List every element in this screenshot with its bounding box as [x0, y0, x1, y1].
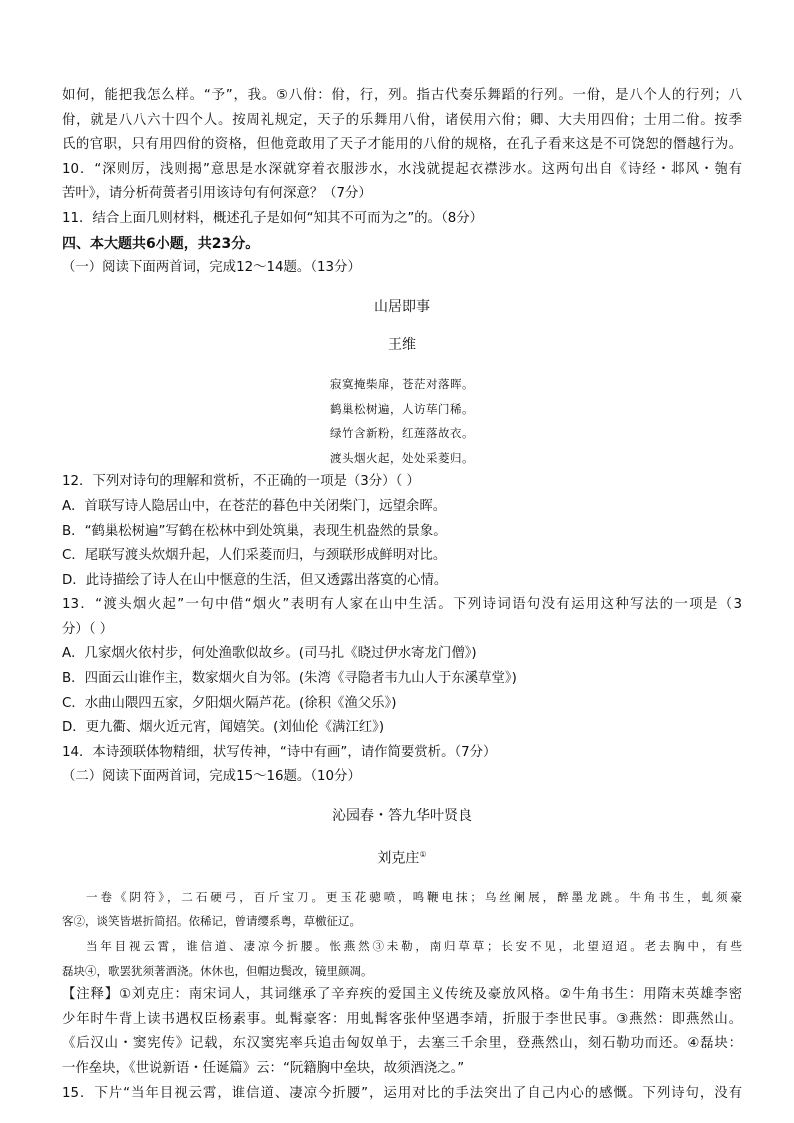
section-heading: 四、本大题共6小题，共23分。 — [62, 235, 260, 252]
poem-2-line: 当年目视云霄，谁信道、凄凉今折腰。怅燕然③未勒，南归草草；长安不见，北望迢迢。老去胸中，有些 — [86, 939, 742, 954]
notes-line: 《后汉山・窦宪传》记载，东汉窦宪率兵追击匈奴单于，去塞三千余里，登燕然山，刻石勒功而还。④磊块： — [62, 1036, 742, 1052]
poem-2-author: 刘克庄 — [377, 850, 420, 867]
notes-line: 少年时牛背上读书遇权臣杨素事。虬髯豪客：用虬髯客张仲坚遇李靖，折服于李世民事。③燕然：即燕然山。 — [62, 1011, 742, 1027]
question-14: 14．本诗颈联体物精细，状写传神，“诗中有画”，请作简要赏析。（7分） — [62, 744, 497, 760]
poem-1-author: 王维 — [388, 337, 416, 354]
question-13-stem: 分）（ ） — [62, 621, 114, 637]
part-2-intro: （二）阅读下面两首词，完成15～16题。（10分） — [62, 769, 361, 785]
question-12-option-d: D．此诗描绘了诗人在山中惬意的生活，但又透露出落寞的心情。 — [62, 572, 448, 588]
question-12-option-a: A．首联写诗人隐居山中，在苍茫的暮色中关闭柴门，远望余晖。 — [62, 498, 447, 514]
poem-2-line: 磊块④，歌罢犹须著酒浇。休休也，但帽边鬓改，镜里颜凋。 — [62, 963, 373, 978]
poem-2-author-line — [62, 843, 742, 871]
notes-line: 一作垒块，《世说新语・任诞篇》云：“阮籍胸中垒块，故须酒浇之。” — [62, 1061, 465, 1077]
question-12-option-c: C．尾联写渡头炊烟升起，人们采菱而归，与颈联形成鲜明对比。 — [62, 548, 447, 564]
paragraph-line: 佾，就是八八六十四个人。按周礼规定，天子的乐舞用八佾，诸侯用六佾；卿、大夫用四佾；士用二佾。按季 — [62, 112, 742, 128]
question-10-line: 苦叶》，请分析荷蒉者引用该诗句有何深意？（7分） — [62, 186, 372, 202]
poem-1-line: 渡头烟火起，处处采菱归。 — [330, 450, 474, 465]
notes-line: 【注释】①刘克庄：南宋词人，其词继承了辛弃疾的爱国主义传统及豪放风格。②牛角书生：用隋末英雄李密 — [62, 987, 742, 1003]
footnote-marker: ① — [419, 849, 427, 859]
exam-page — [62, 84, 742, 1106]
question-13-option-d: D．更九衢、烟火近元宵，闻嬉笑。(刘仙伦《满江红》) — [62, 720, 385, 736]
paragraph-line: 氏的官职，只有用四佾的资格，但他竟敢用了天子才能用的八佾的规格，在孔子看来这是不可饶恕的僭越行为。 — [62, 137, 742, 153]
question-13-option-a: A．几家烟火依村步，何处渔歌似故乡。(司马扎《晓过伊水寄龙门僧》) — [62, 646, 477, 662]
poem-1-line: 鹤巢松树遍，人访荜门稀。 — [330, 401, 474, 416]
poem-2-line: 一卷《阴符》，二石硬弓，百斤宝刀。更玉花骢喷，鸣鞭电抹；乌丝阑展，醉墨龙跳。牛角书生，虬须豪 — [86, 889, 742, 904]
question-13-option-c: C．水曲山隈四五家，夕阳烟火隔芦花。(徐积《渔父乐》) — [62, 695, 397, 711]
question-12-stem: 12．下列对诗句的理解和赏析，不正确的一项是（3分）（ ） — [62, 474, 420, 490]
poem-1-title: 山居即事 — [374, 298, 430, 315]
question-11: 11．结合上面几则材料，概述孔子是如何“知其不可而为之”的。（8分） — [62, 210, 484, 226]
poem-2-title: 沁园春・答九华叶贤良 — [332, 808, 472, 825]
poem-1-line: 绿竹含新粉，红莲落故衣。 — [330, 426, 474, 441]
poem-1-line: 寂寞掩柴扉，苍茫对落晖。 — [330, 376, 474, 391]
question-10-line: 10．“深则厉，浅则揭”意思是水深就穿着衣服涉水，水浅就提起衣襟涉水。这两句出自《诗经・邶风・匏有 — [62, 161, 742, 177]
question-12-option-b: B．“鹤巢松树遍”写鹤在松林中到处筑巢，表现生机盎然的景象。 — [62, 523, 447, 539]
question-13-option-b: B．四面云山谁作主，数家烟火自为邻。(朱湾《寻隐者韦九山人于东溪草堂》) — [62, 671, 517, 687]
question-15: 15．下片“当年目视云霄，谁信道、凄凉今折腰”，运用对比的手法突出了自己内心的感慨。下列诗句，没有 — [62, 1085, 742, 1101]
question-13-stem: 13．“渡头烟火起”一句中借“烟火”表明有人家在山中生活。下列诗词语句没有运用这种写法的一项是（3 — [62, 597, 742, 613]
part-1-intro: （一）阅读下面两首词，完成12～14题。（13分） — [62, 260, 361, 276]
paragraph-line: 如何，能把我怎么样。“予”，我。⑤八佾：佾，行，列。指古代奏乐舞蹈的行列。一佾，是八个人的行列；八 — [62, 88, 742, 103]
poem-2-line: 客②，谈笑皆堪折简招。依稀记，曾请缨系粤，草檄征辽。 — [62, 914, 361, 929]
